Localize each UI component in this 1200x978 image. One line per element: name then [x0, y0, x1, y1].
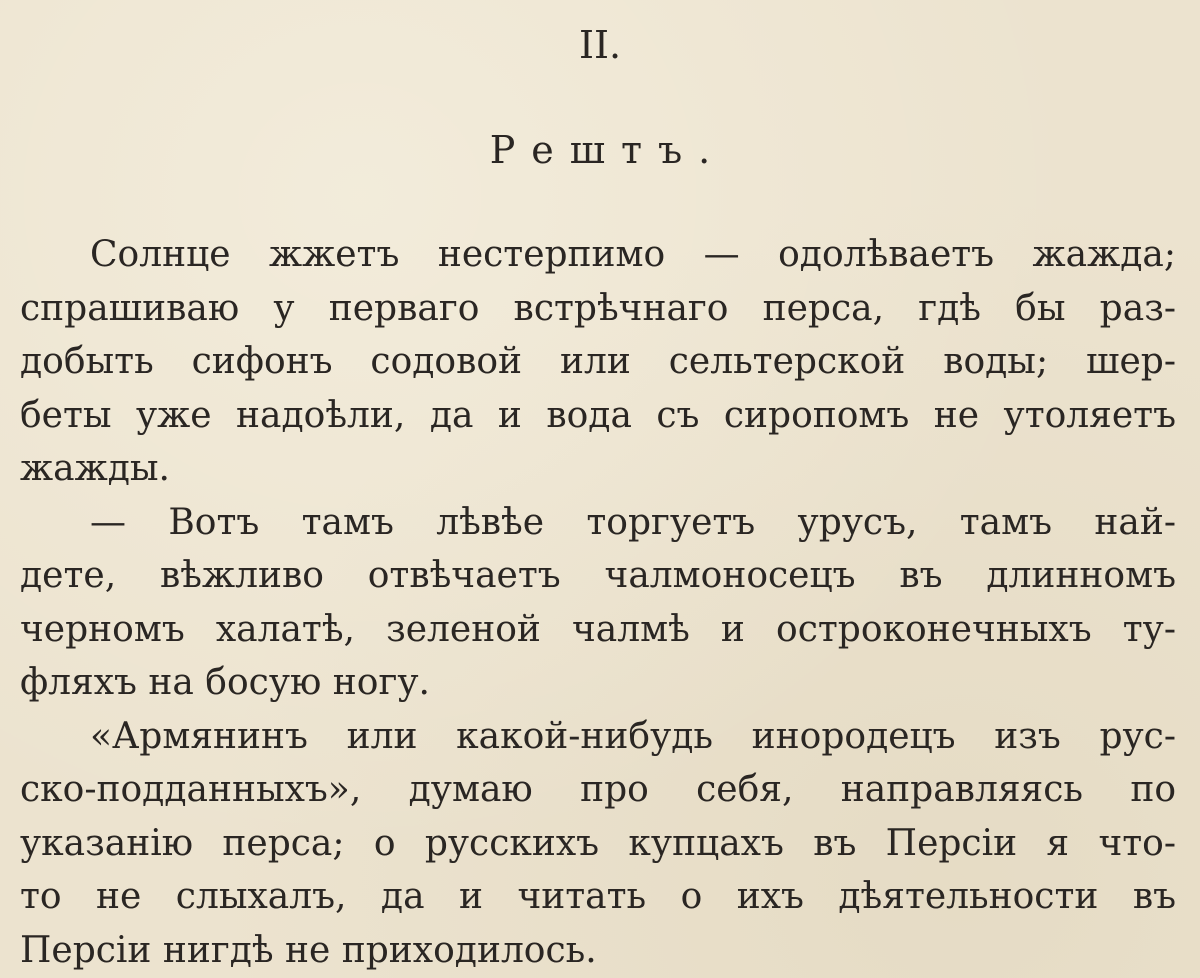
chapter-title: Рештъ.: [489, 128, 727, 172]
text-line: Солнце жжетъ нестерпимо — одолѣваетъ жажда;: [90, 234, 1176, 275]
text-line: Персіи нигдѣ не приходилось.: [20, 929, 597, 971]
text-line: «Армянинъ или какой-нибудь инородецъ изъ рус-: [90, 715, 1176, 757]
text-line: дете, вѣжливо отвѣчаетъ чалмоносецъ въ длинномъ: [20, 555, 1176, 596]
text-line: — Вотъ тамъ лѣвѣе торгуетъ урусъ, тамъ най-: [90, 501, 1176, 543]
text-line: фляхъ на босую ногу.: [20, 662, 430, 703]
paragraph-3: [20, 710, 1176, 978]
text-line: спрашиваю у перваго встрѣчнаго перса, гдѣ бы раз-: [20, 287, 1176, 329]
text-line: добыть сифонъ содовой или сельтерской воды; шер-: [20, 341, 1176, 382]
paragraph-2: [20, 496, 1176, 710]
text-line: черномъ халатѣ, зеленой чалмѣ и остроконечныхъ ту-: [20, 608, 1176, 650]
body-text: [20, 228, 1176, 977]
text-line: то не слыхалъ, да и читать о ихъ дѣятельности въ: [20, 876, 1176, 917]
text-line: жажды.: [20, 448, 170, 489]
chapter-numeral: II.: [578, 23, 622, 67]
text-line: ско-подданныхъ», думаю про себя, направляясь по: [20, 769, 1176, 810]
text-line: указанію перса; о русскихъ купцахъ въ Персіи я что-: [20, 822, 1176, 864]
paragraph-1: [20, 228, 1176, 496]
text-line: беты уже надоѣли, да и вода съ сиропомъ не утоляетъ: [20, 394, 1176, 436]
